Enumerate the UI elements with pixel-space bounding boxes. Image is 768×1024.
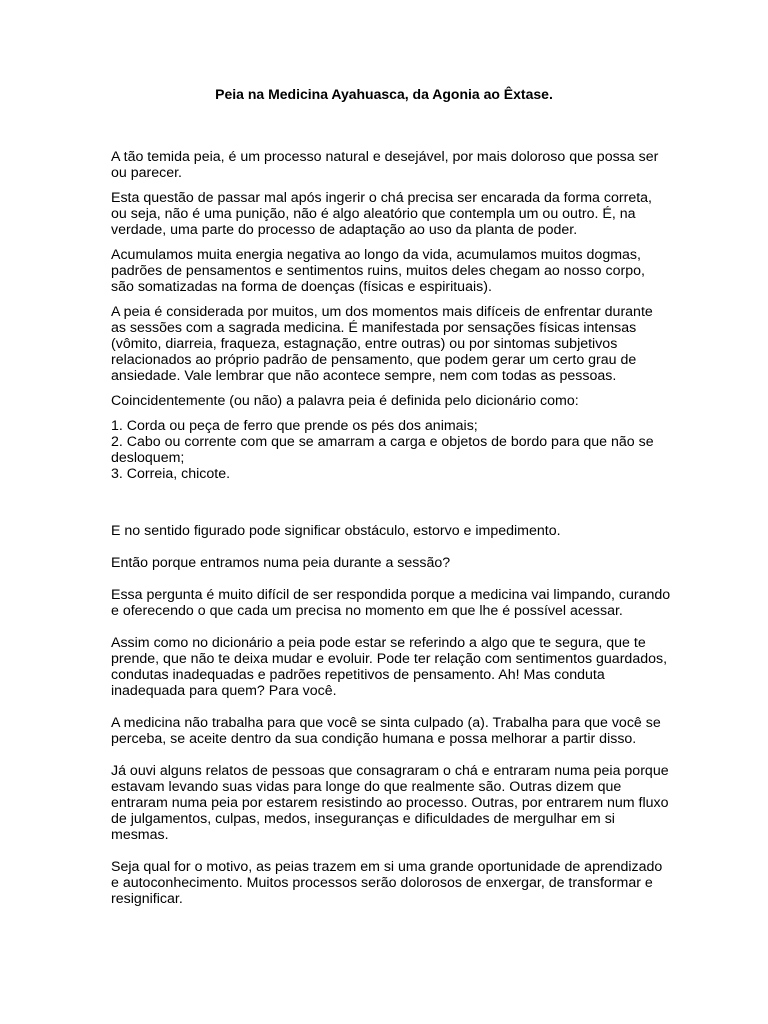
document-title: Peia na Medicina Ayahuasca, da Agonia ao Êxtase. xyxy=(215,86,553,102)
paragraph: Já ouvi alguns relatos de pessoas que consagraram o chá e entraram numa peia porque estavam levando suas vidas para longe do que realmente são. Outras dizem que entraram numa peia por estarem resistindo ao processo. Outras, por entrarem num fluxo de julgamentos, culpas, medos, inseguranças e dificuldades de mergulhar em si mesmas. xyxy=(111,763,669,843)
paragraph: Coincidentemente (ou não) a palavra peia é definida pelo dicionário como: xyxy=(111,393,579,409)
paragraph: E no sentido figurado pode significar obstáculo, estorvo e impedimento. xyxy=(111,523,561,539)
paragraph: Seja qual for o motivo, as peias trazem em si uma grande oportunidade de aprendizado e autoconhecimento. Muitos processos serão dolorosos de enxergar, de transformar e resignificar. xyxy=(111,859,663,907)
paragraph: Então porque entramos numa peia durante a sessão? xyxy=(111,555,451,571)
paragraph: A medicina não trabalha para que você se sinta culpado (a). Trabalha para que você se perceba, se aceite dentro da sua condição humana e possa melhorar a partir disso. xyxy=(111,715,661,747)
paragraph: Assim como no dicionário a peia pode estar se referindo a algo que te segura, que te prende, que não te deixa mudar e evoluir. Pode ter relação com sentimentos guardados, condutas inadequadas e padrões repetitivos de pensamento. Ah! Mas conduta inadequada para quem? Para você. xyxy=(111,635,668,699)
document-body xyxy=(111,149,671,916)
paragraph: Esta questão de passar mal após ingerir o chá precisa ser encarada da forma correta, ou seja, não é uma punição, não é algo aleatório que contempla um ou outro. É, na verdade, uma parte do processo de adaptação ao uso da planta de poder. xyxy=(111,190,652,238)
dictionary-definition-list: 1. Corda ou peça de ferro que prende os pés dos animais; 2. Cabo ou corrente com que se amarram a carga e objetos de bordo para que não se desloquem; 3. Correia, chicote. xyxy=(111,418,654,482)
paragraph: A peia é considerada por muitos, um dos momentos mais difíceis de enfrentar durante as sessões com a sagrada medicina. É manifestada por sensações físicas intensas (vômito, diarreia, fraqueza, estagnação, entre outras) ou por sintomas subjetivos relacionados ao próprio padrão de pensamento, que podem gerar um certo grau de ansiedade. Vale lembrar que não acontece sempre, nem com todas as pessoas. xyxy=(111,304,653,384)
paragraph: A tão temida peia, é um processo natural e desejável, por mais doloroso que possa ser ou parecer. xyxy=(111,149,659,181)
paragraph: Acumulamos muita energia negativa ao longo da vida, acumulamos muitos dogmas, padrões de pensamentos e sentimentos ruins, muitos deles chegam ao nosso corpo, são somatizadas na forma de doenças (físicas e espirituais). xyxy=(111,247,645,295)
paragraph: Essa pergunta é muito difícil de ser respondida porque a medicina vai limpando, curando e oferecendo o que cada um precisa no momento em que lhe é possível acessar. xyxy=(111,587,671,619)
